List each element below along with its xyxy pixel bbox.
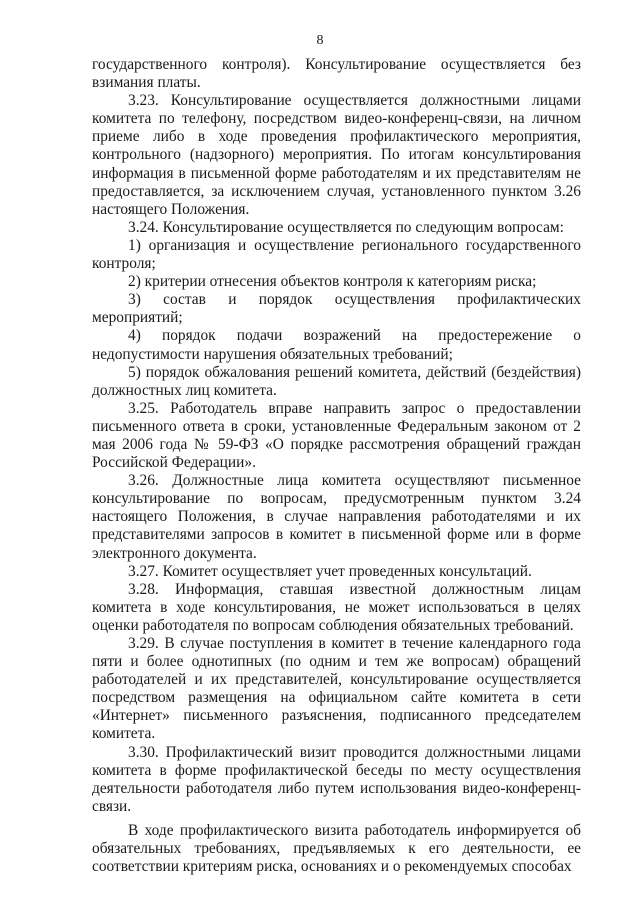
list-item-3: 3) состав и порядок осуществления профилактических мероприятий;	[92, 291, 581, 327]
paragraph-continuation: государственного контроля). Консультирование осуществляется без взимания платы.	[92, 56, 581, 92]
list-item-5: 5) порядок обжалования решений комитета, действий (бездействия) должностных лиц комитета.	[92, 363, 581, 399]
list-item-4: 4) порядок подачи возражений на предостережение о недопустимости нарушения обязательных требований;	[92, 327, 581, 363]
paragraph-3-25: 3.25. Работодатель вправе направить запрос о предоставлении письменного ответа в сроки, установленные Федеральным законом от 2 мая 2006 года № 59-ФЗ «О порядке рассмотрения обращений граждан Российской Федерации».	[92, 399, 581, 472]
paragraph-3-28: 3.28. Информация, ставшая известной должностным лицам комитета в ходе консультирования, не может использоваться в целях оценки работодателя по вопросам соблюдения обязательных требований.	[92, 580, 581, 634]
document-body	[92, 56, 581, 876]
paragraph-preventive-visit: В ходе профилактического визита работодатель информируется об обязательных требованиях, предъявляемых к его деятельности, ее соответствии критериям риска, основаниях и о рекомендуемых способах	[92, 821, 581, 876]
paragraph-3-23: 3.23. Консультирование осуществляется должностными лицами комитета по телефону, посредством видео-конференц-связи, на личном приеме либо в ходе проведения профилактического мероприятия, контрольного (надзорного) мероприятия. По итогам консультирования информация в письменной форме работодателям и их представителям не предоставляется, за исключением случая, установленного пунктом 3.26 настоящего Положения.	[92, 92, 581, 218]
page-number: 8	[316, 33, 324, 48]
paragraph-3-29: 3.29. В случае поступления в комитет в течение календарного года пяти и более однотипных (по одним и тем же вопросам) обращений работодателей и их представителей, консультирование осуществляется посредством размещения на официальном сайте комитета в сети «Интернет» письменного разъяснения, подписанного председателем комитета.	[92, 635, 581, 743]
paragraph-3-30: 3.30. Профилактический визит проводится должностными лицами комитета в форме профилактической беседы по месту осуществления деятельности работодателя либо путем использования видео-конференц-связи.	[92, 743, 581, 815]
paragraph-3-26: 3.26. Должностные лица комитета осуществляют письменное консультирование по вопросам, предусмотренным пунктом 3.24 настоящего Положения, в случае направления работодателями и их представителями запросов в комитет в письменной форме или в форме электронного документа.	[92, 472, 581, 562]
list-item-1: 1) организация и осуществление регионального государственного контроля;	[92, 236, 581, 273]
list-item-2: 2) критерии отнесения объектов контроля к категориям риска;	[128, 273, 537, 291]
paragraph-3-24: 3.24. Консультирование осуществляется по следующим вопросам:	[128, 218, 564, 236]
paragraph-3-27: 3.27. Комитет осуществляет учет проведенных консультаций.	[128, 562, 532, 580]
